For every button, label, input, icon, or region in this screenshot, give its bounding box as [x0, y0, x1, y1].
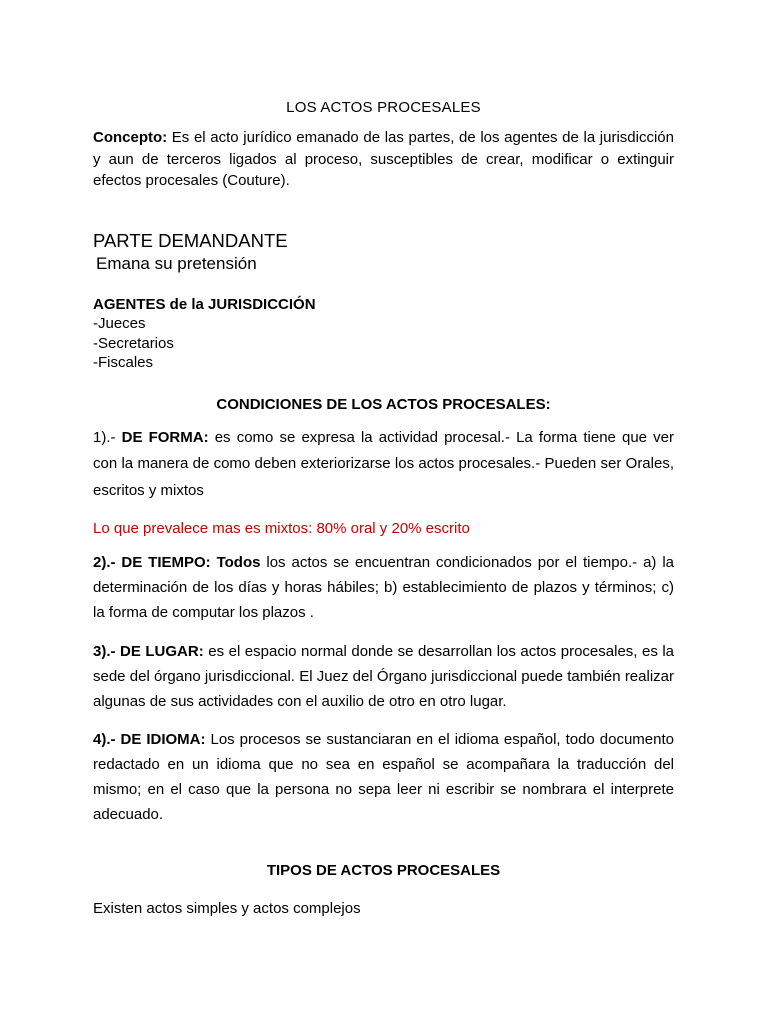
- conditions-title: CONDICIONES DE LOS ACTOS PROCESALES:: [216, 395, 551, 413]
- condition-number: 1).-: [93, 428, 122, 446]
- condition-item-time: [93, 550, 674, 625]
- condition-label: DE LUGAR:: [120, 643, 204, 660]
- condition-number: 2).-: [93, 554, 122, 571]
- condition-label: DE TIEMPO: Todos: [121, 554, 261, 571]
- agents-section: [93, 295, 674, 373]
- agent-item: -Secretarios: [93, 334, 174, 352]
- types-title: TIPOS DE ACTOS PROCESALES: [266, 862, 501, 879]
- condition-text: Los procesos se sustanciaran en el idioma español, todo documento redactado en un idioma que no sea en español se acompañara la traducción del mismo; en el caso que la persona no sepa leer ni escribir se nombrara el interprete adecuado.: [93, 731, 674, 823]
- condition-text: es el espacio normal donde se desarrollan los actos procesales, es la sede del órgano jurisdiccional. El Juez del Órgano jurisdiccional puede también realizar algunas de sus actividades con el auxilio de otro en otro lugar.: [93, 643, 675, 710]
- condition-label: DE FORMA:: [121, 428, 209, 446]
- document-title: LOS ACTOS PROCESALES: [286, 99, 481, 116]
- condition-text: es como se expresa la actividad procesal.- La forma tiene que ver con la manera de como deben exteriorizarse los actos procesales.- Pueden ser Orales, escritos y mixtos: [93, 428, 674, 499]
- agents-heading: AGENTES de la JURISDICCIÓN: [93, 295, 316, 313]
- condition-number: 3).-: [93, 643, 121, 660]
- types-text: Existen actos simples y actos complejos: [93, 900, 361, 917]
- agent-item: -Jueces: [93, 315, 146, 332]
- condition-text: los actos se encuentran condicionados por el tiempo.- a) la determinación de los días y horas hábiles; b) establecimiento de plazos y términos; c) la forma de computar los plazos .: [93, 554, 674, 621]
- concept-paragraph: [93, 127, 674, 192]
- concept-text: Es el acto jurídico emanado de las partes, de los agentes de la jurisdicción y aun de terceros ligados al proceso, susceptibles de crear, modificar o extinguir efectos procesales (Couture).: [93, 129, 674, 189]
- condition-item-form: [93, 425, 674, 505]
- condition-item-place: [93, 639, 674, 714]
- agent-item: -Fiscales: [93, 354, 154, 371]
- condition-note: Lo que prevalece mas es mixtos: 80% oral y 20% escrito: [93, 520, 470, 537]
- condition-label: DE IDIOMA:: [120, 731, 206, 748]
- condition-number: 4).-: [93, 731, 121, 748]
- document-content: [93, 98, 674, 919]
- party-subtext: Emana su pretensión: [96, 253, 257, 273]
- party-heading: PARTE DEMANDANTE: [93, 229, 288, 251]
- concept-label: Concepto:: [93, 129, 168, 146]
- condition-item-language: [93, 727, 674, 827]
